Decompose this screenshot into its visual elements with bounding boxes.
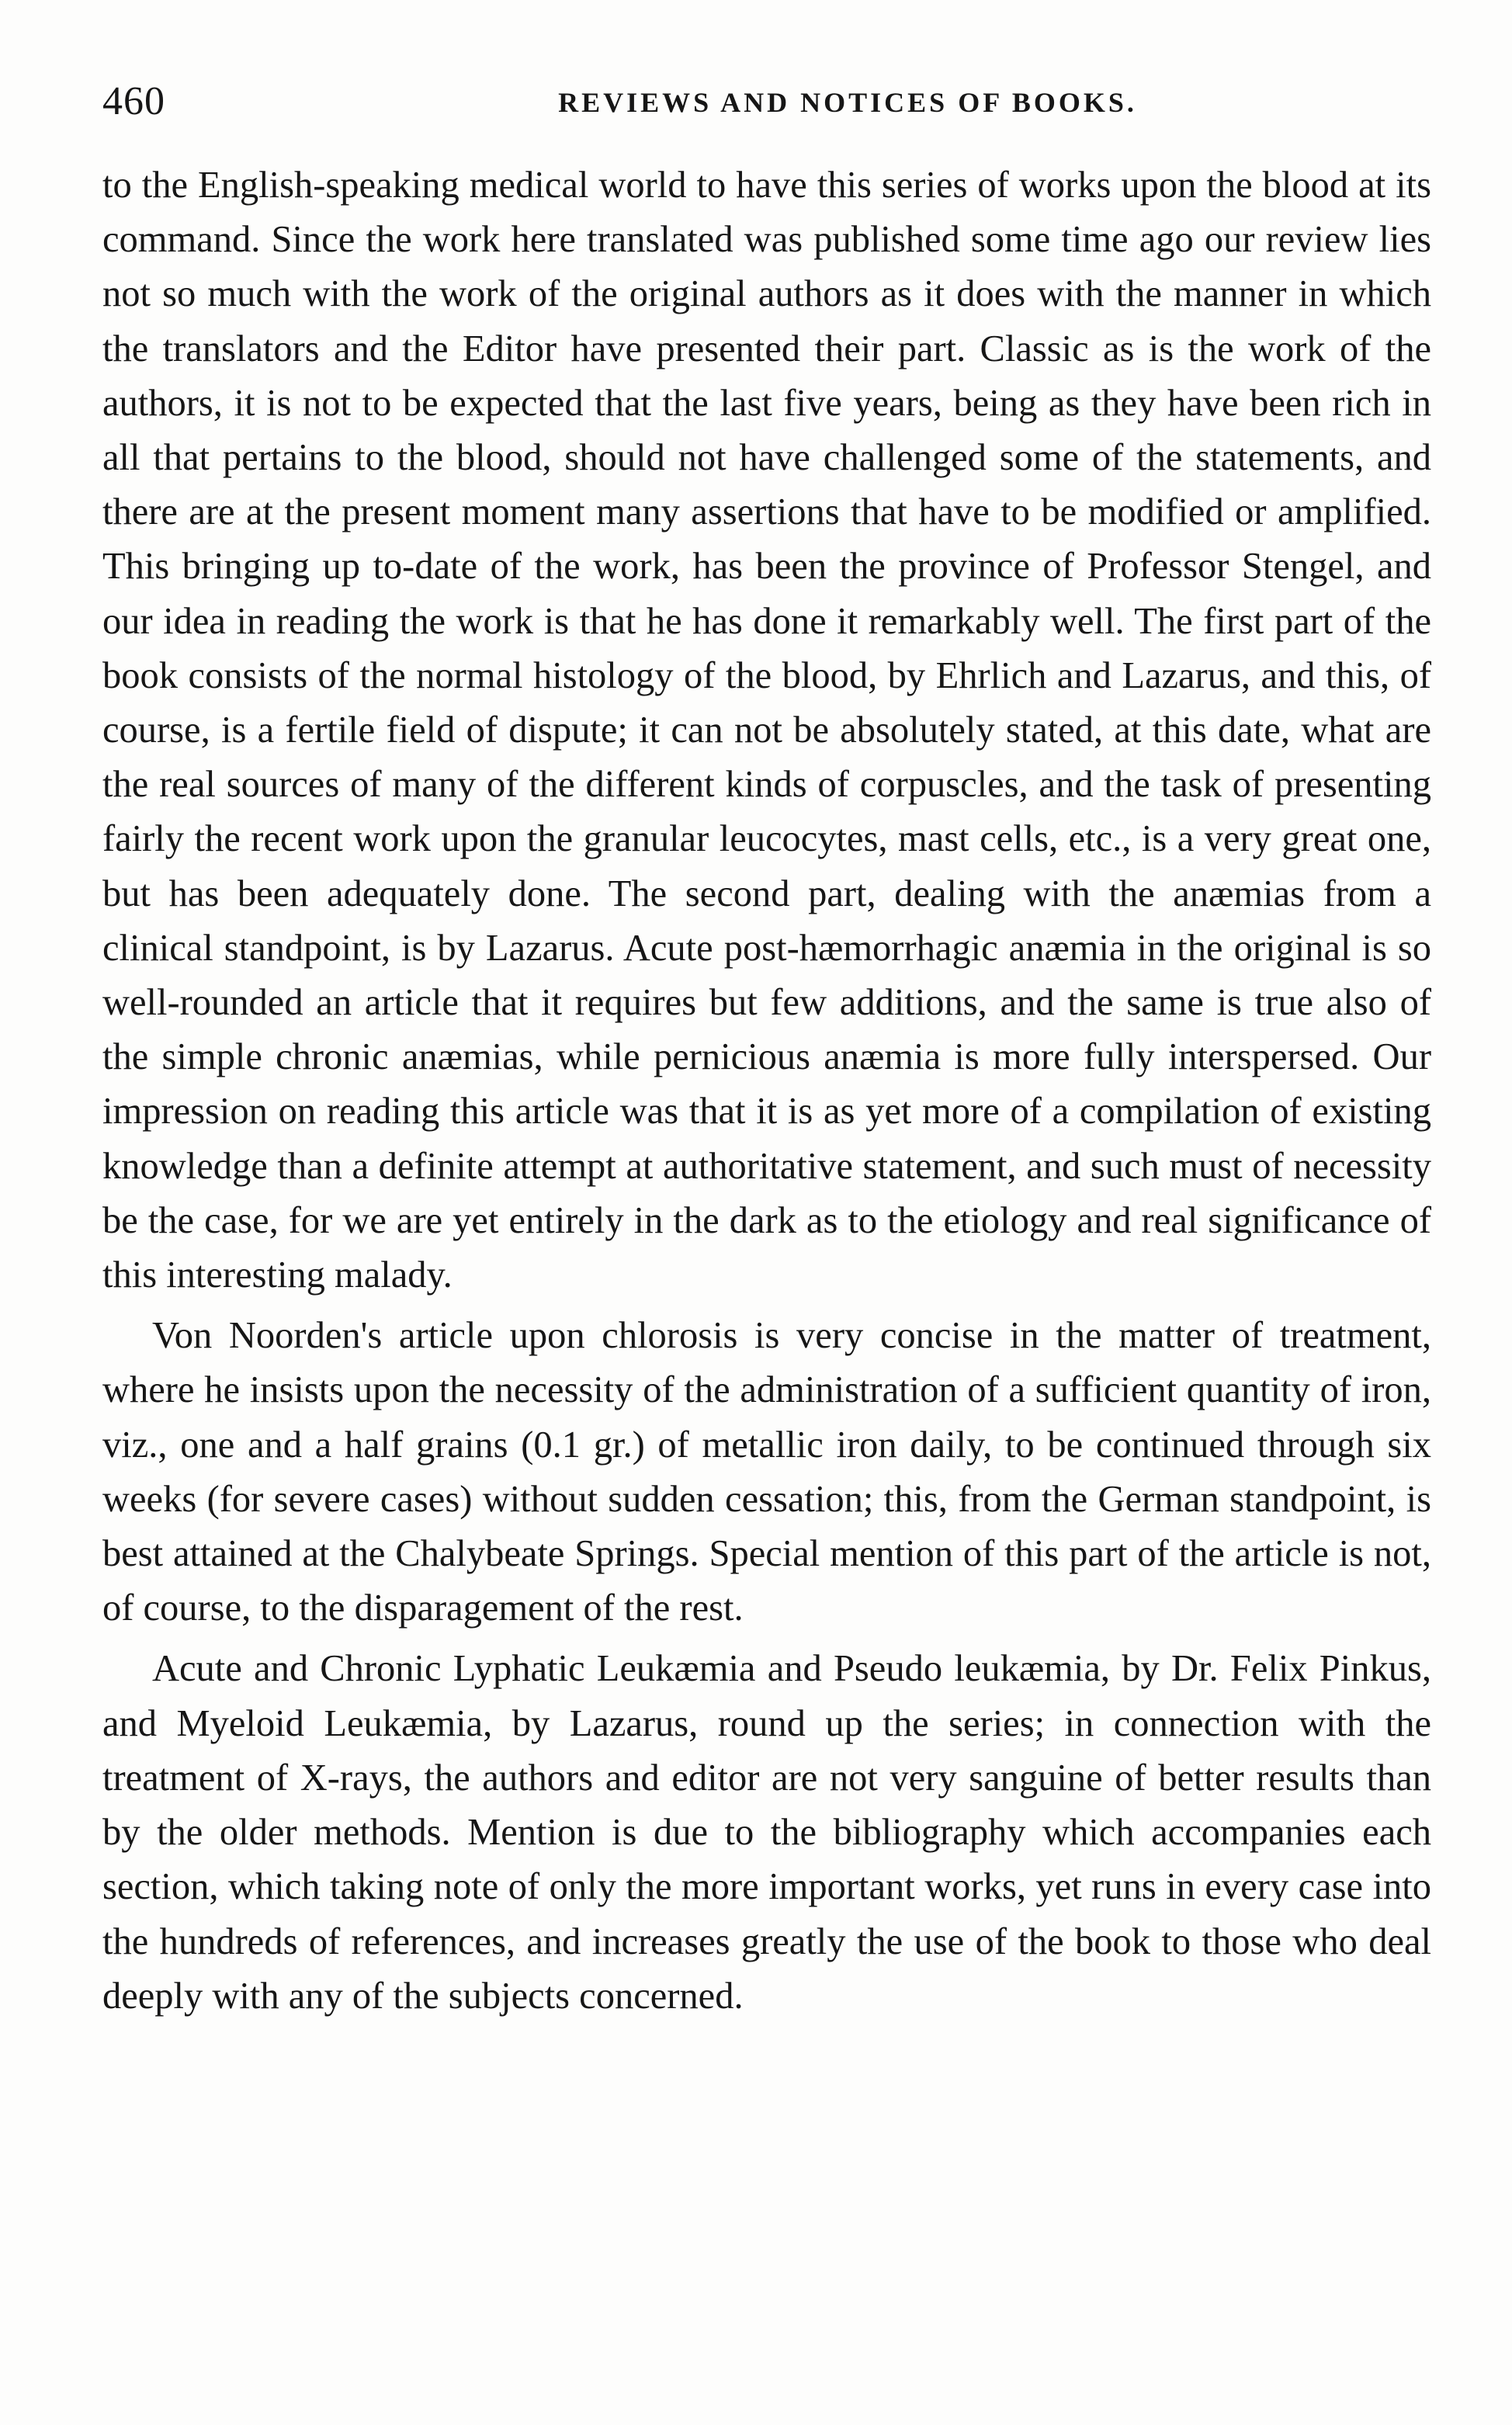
running-head: REVIEWS AND NOTICES OF BOOKS. <box>558 87 1137 118</box>
review-body <box>102 158 1431 2024</box>
review-paragraph: Acute and Chronic Lyphatic Leukæmia and Pseudo leukæmia, by Dr. Felix Pinkus, and Myeloid Leukæmia, by Lazarus, round up the series; in connection with the treatment of X-rays, the authors and editor are not very sanguine of better results than by the older methods. Mention is due to the bibliography which accompanies each section, which taking note of only the more important works, yet runs in every case into the hundreds of references, and increases greatly the use of the book to those who deal deeply with any of the subjects concerned. <box>102 1648 1431 2017</box>
page-header <box>102 75 1431 129</box>
page-number: 460 <box>102 79 165 123</box>
review-paragraph: Von Noorden's article upon chlorosis is very concise in the matter of treatment, where he insists upon the necessity of the administration of a sufficient quantity of iron, viz., one and a half grains (0.1 gr.) of metallic iron daily, to be continued through six weeks (for severe cases) without sudden cessation; this, from the German standpoint, is best attained at the Chalybeate Springs. Special mention of this part of the article is not, of course, to the disparagement of the rest. <box>102 1315 1431 1629</box>
review-paragraph: to the English-speaking medical world to have this series of works upon the blood at its command. Since the work here translated was published some time ago our review lies not so much with the work of the original authors as it does with the manner in which the translators and the Editor have presented their part. Classic as is the work of the authors, it is not to be expected that the last five years, being as they have been rich in all that pertains to the blood, should not have challenged some of the statements, and there are at the present moment many assertions that have to be modified or amplified. This bringing up to-date of the work, has been the province of Professor Stengel, and our idea in reading the work is that he has done it remarkably well. The first part of the book consists of the normal histology of the blood, by Ehrlich and Lazarus, and this, of course, is a fertile field of dispute; it can not be absolutely stated, at this date, what are the real sources of many of the different kinds of corpuscles, and the task of presenting fairly the recent work upon the granular leucocytes, mast cells, etc., is a very great one, but has been adequately done. The second part, dealing with the anæmias from a clinical standpoint, is by Lazarus. Acute post-hæmorrhagic anæmia in the original is so well-rounded an article that it requires but few additions, and the same is true also of the simple chronic anæmias, while pernicious anæmia is more fully interspersed. Our impression on reading this article was that it is as yet more of a compilation of existing knowledge than a definite attempt at authoritative statement, and such must of necessity be the case, for we are yet entirely in the dark as to the etiology and real significance of this interesting malady. <box>102 165 1431 1296</box>
